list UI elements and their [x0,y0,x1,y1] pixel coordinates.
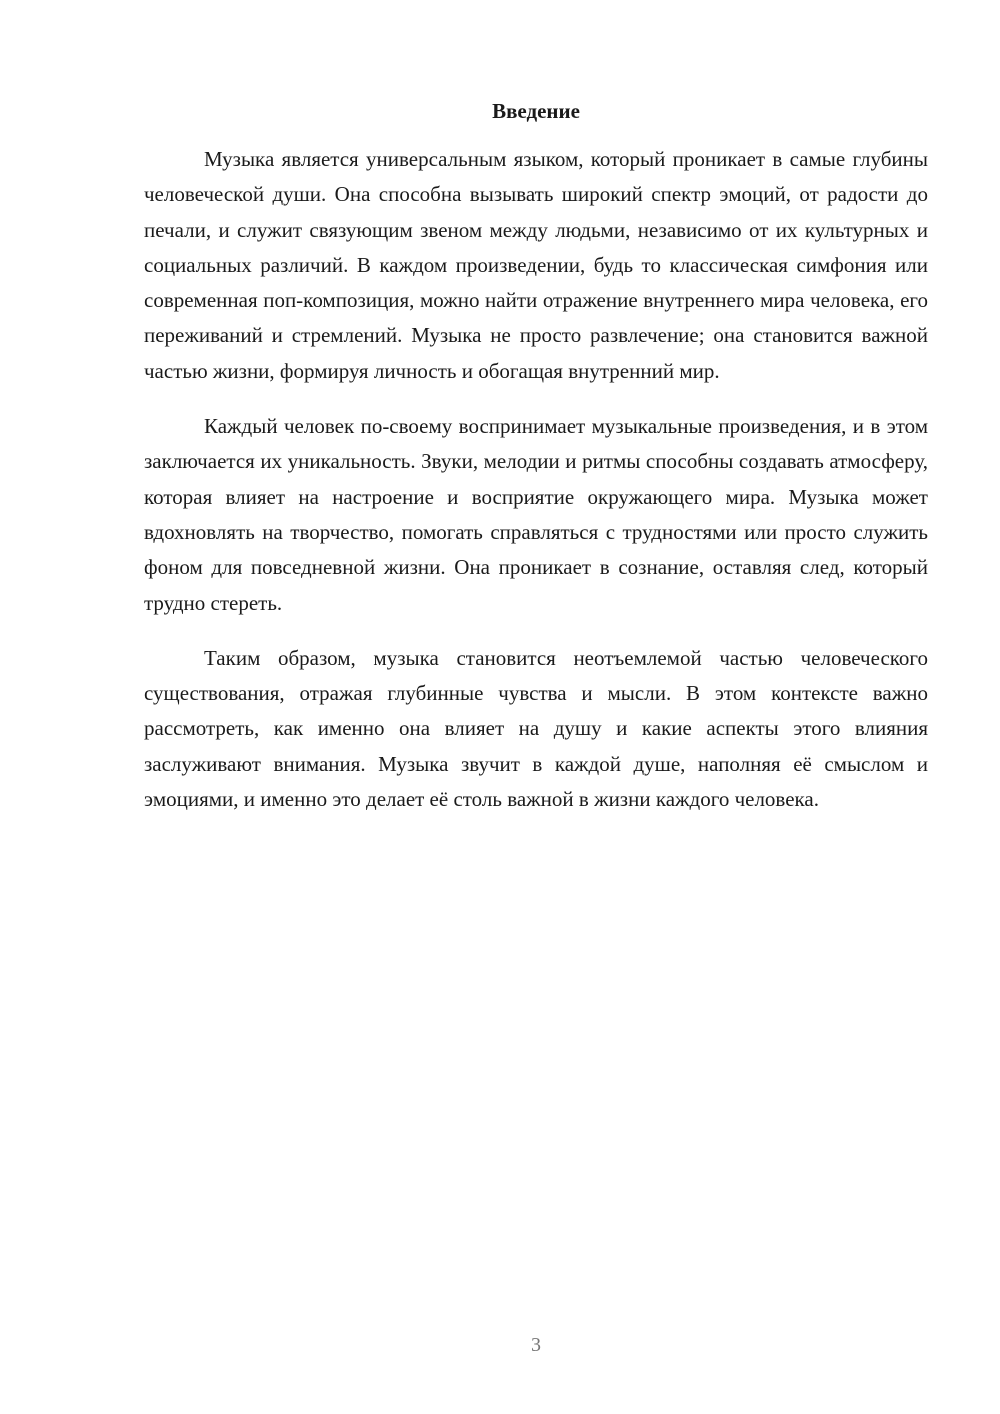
paragraph-2: Каждый человек по-своему воспринимает музыкальные произведения, и в этом заключается их уникальность. Звуки, мелодии и ритмы способны создавать атмосферу, которая влияет на настроение и восприятие окружающего мира. Музыка может вдохновлять на творчество, помогать справляться с трудностями или просто служить фоном для повседневной жизни. Она проникает в сознание, оставляя след, который трудно стереть. [144,414,928,615]
paragraph-1: Музыка является универсальным языком, который проникает в самые глубины человеческой души. Она способна вызывать широкий спектр эмоций, от радости до печали, и служит связующим звеном между людьми, независимо от их культурных и социальных различий. В каждом произведении, будь то классическая симфония или современная поп-композиция, можно найти отражение внутреннего мира человека, его переживаний и стремлений. Музыка не просто развлечение; она становится важной частью жизни, формируя личность и обогащая внутренний мир. [144,147,928,383]
page-number: 3 [531,1334,541,1356]
page-title: Введение [492,99,580,123]
paragraph-3: Таким образом, музыка становится неотъемлемой частью человеческого существования, отражая глубинные чувства и мысли. В этом контексте важно рассмотреть, как именно она влияет на душу и какие аспекты этого влияния заслуживают внимания. Музыка звучит в каждой душе, наполняя её смыслом и эмоциями, и именно это делает её столь важной в жизни каждого человека. [144,645,928,812]
document-body [144,142,928,837]
